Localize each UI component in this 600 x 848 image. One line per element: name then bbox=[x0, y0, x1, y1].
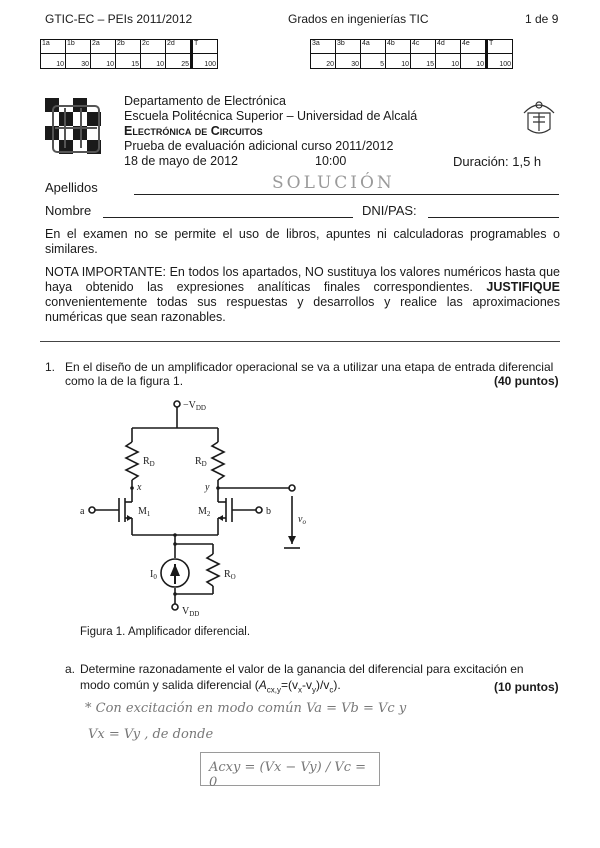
score-label: 2c bbox=[141, 40, 166, 54]
vdd-top-sub: DD bbox=[195, 404, 206, 412]
q1a-formula-mid: -v bbox=[302, 678, 313, 692]
apellidos-label: Apellidos bbox=[45, 180, 98, 195]
nota-text: En todos los apartados, NO sustituya los valores numéricos hasta que haya obtenido las expresiones analíticas finales correspondientes. bbox=[45, 265, 560, 294]
svg-text:M1 bbox=[138, 506, 151, 518]
question-1a-points: (10 puntos) bbox=[494, 680, 559, 694]
justifique-text: convenientemente todas sus respuestas y desarrollos y realice las aproximaciones numéricas que sean razonables. bbox=[45, 295, 560, 324]
dni-label: DNI/PAS: bbox=[362, 203, 417, 218]
question-1a-letter: a. bbox=[65, 662, 76, 676]
question-1-line1: En el diseño de un amplificador operacional se va a utilizar una etapa de entrada diferencial bbox=[65, 360, 554, 374]
svg-text:RO bbox=[224, 569, 236, 581]
handwritten-line-1: * Con excitación en modo común Va = Vb = Vc y bbox=[85, 701, 407, 716]
node-x-label: x bbox=[137, 482, 142, 493]
svg-text:−VDD bbox=[183, 400, 206, 412]
input-a-label: a bbox=[80, 506, 85, 517]
exam-duration: Duración: 1,5 h bbox=[453, 154, 542, 169]
ro-sub: O bbox=[230, 573, 236, 581]
rd2-sub: D bbox=[201, 460, 207, 468]
course-name: Electrónica de Circuitos bbox=[124, 124, 263, 138]
score-value: 10 bbox=[461, 54, 487, 69]
exam-time: 10:00 bbox=[315, 154, 347, 168]
q1a-text-pre: modo común y salida diferencial ( bbox=[80, 678, 259, 692]
vo-label: v bbox=[298, 514, 303, 525]
vdd-top-label: −V bbox=[183, 400, 196, 411]
rd1-sub: D bbox=[149, 460, 155, 468]
question-1a-line1: Determine razonadamente el valor de la ganancia del diferencial para excitación en bbox=[80, 662, 524, 676]
handwritten-line-2: Vx = Vy , de donde bbox=[88, 727, 214, 742]
score-label: 1a bbox=[41, 40, 66, 54]
score-label: 4a bbox=[361, 40, 386, 54]
department-logo bbox=[45, 98, 107, 162]
m1-label: M bbox=[138, 506, 147, 517]
svg-text:RD bbox=[143, 456, 155, 468]
input-b-label: b bbox=[266, 506, 271, 517]
svg-text:VDD bbox=[182, 606, 199, 618]
score-label: 4d bbox=[436, 40, 461, 54]
rd2-label: R bbox=[195, 456, 202, 467]
question-1-line2: como la de la figura 1. bbox=[65, 374, 184, 388]
question-1a-line2 bbox=[80, 678, 341, 694]
score-value: 15 bbox=[411, 54, 436, 69]
score-label: 4e bbox=[461, 40, 487, 54]
score-label: 3b bbox=[336, 40, 361, 54]
exam-name: Prueba de evaluación adicional curso 2011/2012 bbox=[124, 139, 394, 153]
q1a-formula-post: =(v bbox=[281, 678, 299, 692]
differential-amplifier-circuit bbox=[70, 392, 330, 620]
score-table-2 bbox=[310, 39, 513, 69]
apellidos-field[interactable] bbox=[134, 194, 559, 195]
i0-sub: 0 bbox=[153, 573, 157, 581]
q1a-formula-sub: cx,y bbox=[266, 685, 282, 695]
nombre-field[interactable] bbox=[103, 217, 353, 218]
score-value: 15 bbox=[116, 54, 141, 69]
score-table-1 bbox=[40, 39, 218, 69]
exam-date: 18 de mayo de 2012 bbox=[124, 154, 238, 168]
score-label-total: T bbox=[192, 40, 218, 54]
score-value: 30 bbox=[66, 54, 91, 69]
vo-sub: o bbox=[302, 518, 306, 526]
nota-lead: NOTA IMPORTANTE: bbox=[45, 265, 166, 279]
i0-label: I bbox=[150, 569, 154, 580]
q1a-formula-a: A bbox=[258, 678, 267, 692]
rd1-label: R bbox=[143, 456, 150, 467]
score-value-total: 100 bbox=[192, 54, 218, 69]
vdd-bottom-sub: DD bbox=[189, 610, 200, 618]
justifique-lead: JUSTIFIQUE bbox=[486, 280, 560, 294]
score-value: 10 bbox=[91, 54, 116, 69]
score-value: 10 bbox=[386, 54, 411, 69]
ro-label: R bbox=[224, 569, 231, 580]
figure-caption: Figura 1. Amplificador diferencial. bbox=[80, 626, 251, 638]
header-center: Grados en ingenierías TIC bbox=[288, 12, 429, 26]
q1a-vx: x bbox=[298, 685, 303, 695]
score-value: 5 bbox=[361, 54, 386, 69]
score-value: 10 bbox=[41, 54, 66, 69]
score-label: 4c bbox=[411, 40, 436, 54]
section-divider bbox=[40, 341, 560, 342]
q1a-formula-end: )/v bbox=[316, 678, 330, 692]
nombre-label: Nombre bbox=[45, 203, 92, 218]
school-name: Escuela Politécnica Superior – Universidad de Alcalá bbox=[124, 109, 418, 123]
score-label-total: T bbox=[487, 40, 513, 54]
dni-field[interactable] bbox=[428, 217, 559, 218]
exam-rule: En el examen no se permite el uso de libros, apuntes ni calculadoras programables o similares. bbox=[45, 227, 560, 256]
q1a-formula-close: ). bbox=[333, 678, 341, 692]
score-label: 4b bbox=[386, 40, 411, 54]
department-name: Departamento de Electrónica bbox=[124, 94, 286, 108]
header-left: GTIC-EC – PEIs 2011/2012 bbox=[45, 12, 193, 26]
score-label: 2a bbox=[91, 40, 116, 54]
handwritten-boxed-answer: Acxy = (Vx − Vy) / Vc = 0 bbox=[200, 752, 380, 786]
svg-text:M2 bbox=[198, 506, 211, 518]
question-1-points: (40 puntos) bbox=[494, 374, 559, 388]
university-seal bbox=[520, 95, 558, 139]
m1-sub: 1 bbox=[146, 510, 151, 518]
vdd-bottom-label: V bbox=[182, 606, 190, 617]
node-y-label: y bbox=[205, 482, 210, 493]
score-value: 30 bbox=[336, 54, 361, 69]
score-value: 25 bbox=[166, 54, 192, 69]
score-value-total: 100 bbox=[487, 54, 513, 69]
svg-text:RD bbox=[195, 456, 207, 468]
page-number: 1 de 9 bbox=[525, 12, 559, 26]
score-value: 20 bbox=[311, 54, 336, 69]
m2-label: M bbox=[198, 506, 207, 517]
score-label: 2d bbox=[166, 40, 192, 54]
svg-text:I0 bbox=[150, 569, 157, 581]
svg-text:vo bbox=[298, 514, 306, 526]
score-label: 2b bbox=[116, 40, 141, 54]
q1a-vc: c bbox=[329, 685, 334, 695]
question-1-number: 1. bbox=[45, 360, 56, 374]
m2-sub: 2 bbox=[206, 510, 211, 518]
score-value: 10 bbox=[141, 54, 166, 69]
apellidos-handwritten: SOLUCIÓN bbox=[272, 173, 395, 193]
score-label: 3a bbox=[311, 40, 336, 54]
important-note bbox=[45, 265, 560, 325]
q1a-vy: y bbox=[312, 685, 317, 695]
score-value: 10 bbox=[436, 54, 461, 69]
score-label: 1b bbox=[66, 40, 91, 54]
